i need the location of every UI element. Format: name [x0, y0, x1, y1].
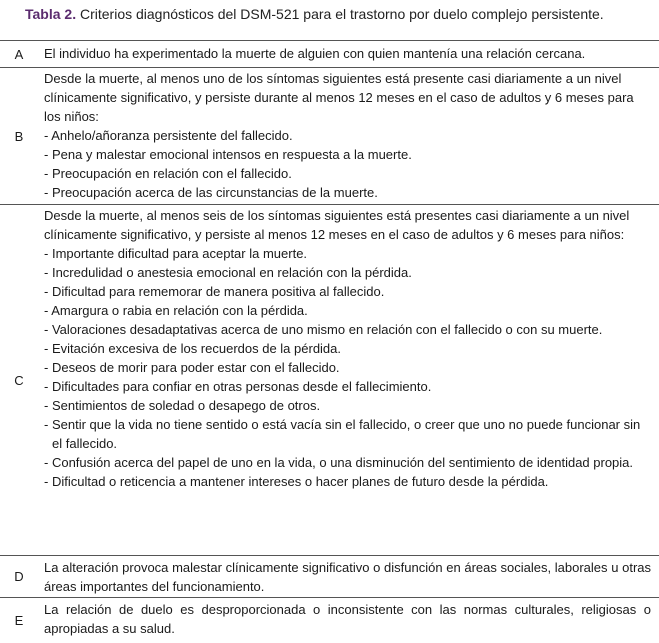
list-item: - Preocupación acerca de las circunstancias de la muerte. — [44, 183, 651, 202]
list-item: - Preocupación en relación con el fallecido. — [44, 164, 651, 183]
criterion-text — [38, 205, 659, 555]
table-row — [0, 41, 659, 68]
criterion-text — [38, 556, 659, 597]
criterion-a-text: El individuo ha experimentado la muerte de alguien con quien mantenía una relación cercana. — [44, 46, 586, 61]
symptom-list — [44, 126, 651, 202]
list-item: - Dificultades para confiar en otras personas desde el fallecimiento. — [44, 377, 651, 396]
list-item: - Pena y malestar emocional intensos en respuesta a la muerte. — [44, 145, 651, 164]
criterion-text — [38, 598, 659, 642]
table-row — [0, 556, 659, 598]
list-item: - Sentimientos de soledad o desapego de otros. — [44, 396, 651, 415]
criterion-c-intro: Desde la muerte, al menos seis de los síntomas siguientes está presentes casi diariamente a un nivel clínicamente significativo, y persiste al menos 12 meses en el caso de adultos y 6 meses para niños: — [44, 208, 630, 242]
table-caption-text: Criterios diagnósticos del DSM-521 para el trastorno por duelo complejo persistente. — [76, 6, 604, 22]
criterion-d-text: La alteración provoca malestar clínicamente significativo o disfunción en áreas sociales, laborales u otras áreas importantes del funcionamiento. — [44, 560, 651, 594]
list-item: - Importante dificultad para aceptar la muerte. — [44, 244, 651, 263]
list-item: - Incredulidad o anestesia emocional en relación con la pérdida. — [44, 263, 651, 282]
criterion-e-text: La relación de duelo es desproporcionada o inconsistente con las normas culturales, religiosas o apropiadas a su salud. — [44, 602, 651, 636]
criterion-text — [38, 41, 659, 67]
list-item: - Dificultad para rememorar de manera positiva al fallecido. — [44, 282, 651, 301]
criterion-b-intro: Desde la muerte, al menos uno de los síntomas siguientes está presente casi diariamente a un nivel clínicamente significativo, y persiste durante al menos 12 meses en el caso de adultos y 6 meses para los niños: — [44, 71, 634, 124]
symptom-list — [44, 244, 651, 491]
list-item: - Deseos de morir para poder estar con el fallecido. — [44, 358, 651, 377]
list-item: - Confusión acerca del papel de uno en la vida, o una disminución del sentimiento de identidad propia. — [44, 453, 651, 472]
criteria-table — [0, 40, 659, 642]
table-row — [0, 205, 659, 556]
table-caption — [25, 6, 604, 23]
list-item: - Evitación excesiva de los recuerdos de la pérdida. — [44, 339, 651, 358]
list-item: - Dificultad o reticencia a mantener intereses o hacer planes de futuro desde la pérdida. — [44, 472, 651, 491]
table-row — [0, 598, 659, 642]
list-item: - Sentir que la vida no tiene sentido o está vacía sin el fallecido, o creer que uno no puede funcionar sin el fallecido. — [44, 415, 651, 453]
criterion-letter: C — [14, 372, 24, 388]
list-item: - Anhelo/añoranza persistente del fallecido. — [44, 126, 651, 145]
list-item: - Valoraciones desadaptativas acerca de uno mismo en relación con el fallecido o con su muerte. — [44, 320, 651, 339]
criterion-letter: A — [14, 46, 24, 62]
criterion-letter: B — [14, 128, 24, 144]
list-item: - Amargura o rabia en relación con la pérdida. — [44, 301, 651, 320]
criterion-letter: E — [14, 612, 24, 628]
criterion-letter: D — [14, 569, 24, 584]
criterion-text — [38, 68, 659, 204]
table-row — [0, 68, 659, 205]
table-caption-label: Tabla 2. — [25, 6, 77, 22]
